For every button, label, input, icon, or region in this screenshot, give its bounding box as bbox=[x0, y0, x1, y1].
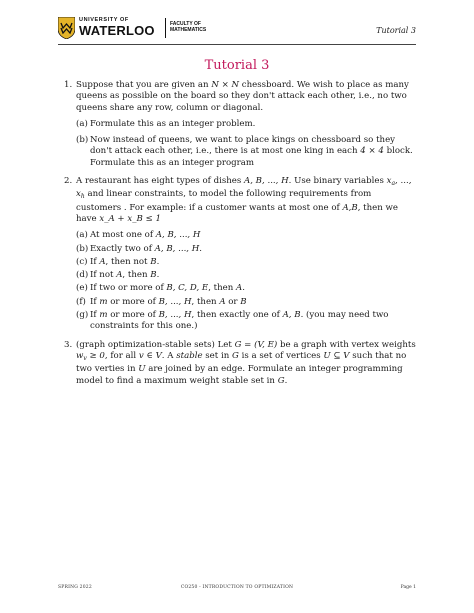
part-text: , then bbox=[191, 296, 220, 307]
part-text: . (you may need two constraints for this one.) bbox=[90, 310, 389, 332]
tutorial-content bbox=[64, 80, 419, 394]
text-run: be a graph with vertex weights bbox=[277, 339, 416, 350]
math: A bbox=[116, 270, 123, 281]
question-number: 2. bbox=[64, 176, 73, 187]
part-label: (a) bbox=[76, 118, 88, 129]
math: v ∈ V bbox=[138, 350, 162, 361]
emphasis: stable bbox=[176, 350, 203, 361]
math: A,B bbox=[342, 202, 358, 213]
math: B bbox=[240, 296, 247, 307]
part-label: (a) bbox=[76, 230, 88, 241]
logo-faculty-line2: MATHEMATICS bbox=[170, 27, 207, 33]
part-text: . bbox=[156, 256, 160, 267]
question-part bbox=[76, 310, 419, 333]
text-run: Suppose that you are given an bbox=[76, 80, 212, 90]
math: A, B, ..., H bbox=[155, 230, 201, 241]
part-text: At most one of bbox=[90, 230, 156, 241]
part-text: Now instead of queens, we want to place kings on chessboard so they don't attack each other, i.e., there is at most one king in each bbox=[90, 135, 396, 157]
math-subscript: h bbox=[80, 193, 85, 201]
question-1 bbox=[64, 80, 419, 169]
part-text: Formulate this as an integer problem. bbox=[90, 118, 256, 129]
math: A, B, ..., H bbox=[244, 176, 289, 187]
part-text: , then bbox=[122, 270, 151, 281]
part-text: . bbox=[156, 270, 160, 281]
part-text: . bbox=[199, 243, 202, 254]
math: A bbox=[219, 296, 226, 307]
math: A, B bbox=[282, 310, 301, 321]
logo-divider bbox=[165, 18, 166, 38]
math: N × N bbox=[211, 80, 240, 90]
part-label: (b) bbox=[76, 243, 89, 254]
text-run: , then we have bbox=[76, 202, 398, 224]
math: ≥ 0 bbox=[86, 350, 105, 361]
math: U ⊆ V bbox=[323, 350, 350, 361]
text-run: set in bbox=[202, 350, 232, 361]
text-run: . bbox=[284, 375, 288, 386]
math: A, B, ..., H bbox=[154, 243, 200, 254]
logo-faculty bbox=[170, 21, 206, 33]
math: A bbox=[99, 256, 106, 267]
question-part bbox=[76, 119, 419, 130]
math-subscript: a bbox=[391, 180, 396, 188]
math-subscript: v bbox=[83, 354, 87, 362]
math: G bbox=[277, 375, 285, 386]
text-run: such that no two verties in bbox=[76, 350, 407, 375]
math: , ..., bbox=[395, 176, 412, 187]
part-text: or more of bbox=[107, 296, 159, 307]
part-text: or more of bbox=[107, 310, 159, 321]
text-run: are joined by an edge. Formulate an integer programming model to find a maximum weight stable set in bbox=[76, 364, 403, 386]
math: A bbox=[236, 283, 243, 294]
footer-page-number: Page 1 bbox=[400, 585, 416, 590]
part-label: (e) bbox=[76, 283, 88, 294]
part-label: (c) bbox=[76, 256, 88, 267]
question-number: 3. bbox=[64, 339, 73, 350]
question-part bbox=[76, 270, 419, 281]
math: x bbox=[386, 176, 392, 187]
math: m bbox=[99, 296, 108, 307]
math: x bbox=[76, 189, 81, 200]
page-title: Tutorial 3 bbox=[204, 58, 270, 73]
math: B, ..., H bbox=[158, 310, 192, 321]
math: w bbox=[76, 350, 84, 361]
logo-faculty-line1: FACULTY OF bbox=[170, 21, 201, 27]
part-text: If two or more of bbox=[90, 283, 167, 294]
math: B bbox=[150, 256, 157, 267]
text-run: and linear constraints, to model the following requirements from customers . For example: if a customer wants at most one of bbox=[76, 189, 372, 213]
math: B, C, D, E bbox=[166, 283, 209, 294]
footer-term: SPRING 2022 bbox=[58, 585, 92, 590]
part-text: , then exactly one of bbox=[191, 310, 283, 321]
question-part bbox=[76, 244, 419, 255]
page-footer bbox=[58, 585, 416, 595]
part-text: If bbox=[90, 310, 100, 321]
text-run: is a set of vertices bbox=[238, 350, 324, 361]
text-run: A restaurant has eight types of dishes bbox=[76, 176, 245, 187]
question-number: 1. bbox=[64, 80, 73, 90]
question-3 bbox=[64, 340, 419, 387]
math: B bbox=[150, 270, 157, 281]
part-text: If not bbox=[90, 270, 117, 281]
header-rule bbox=[58, 44, 416, 45]
question-text bbox=[76, 340, 419, 387]
question-part bbox=[76, 257, 419, 268]
math: G = (V, E) bbox=[234, 339, 278, 350]
question-text bbox=[76, 80, 419, 114]
question-text bbox=[76, 176, 419, 225]
part-text: If bbox=[90, 256, 100, 267]
part-label: (d) bbox=[76, 270, 89, 281]
math: x_A + x_B ≤ 1 bbox=[99, 213, 161, 224]
text-run: , for all bbox=[104, 350, 139, 361]
question-part bbox=[76, 297, 419, 308]
text-run: . Use binary variables bbox=[288, 176, 387, 187]
math: 4 × 4 bbox=[360, 146, 384, 157]
page-header bbox=[58, 16, 416, 42]
logo-university-of: UNIVERSITY OF bbox=[79, 17, 129, 23]
footer-course: CO250 - INTRODUCTION TO OPTIMIZATION bbox=[180, 585, 294, 590]
part-text: , then bbox=[208, 283, 237, 294]
math: G bbox=[231, 350, 239, 361]
part-text: or bbox=[225, 296, 241, 307]
math: B, ..., H bbox=[158, 296, 192, 307]
part-text: block. Formulate this as an integer program bbox=[90, 146, 413, 168]
part-label: (g) bbox=[76, 310, 89, 321]
question-2 bbox=[64, 176, 419, 333]
question-part bbox=[76, 135, 419, 169]
part-label: (f) bbox=[76, 296, 86, 307]
part-label: (b) bbox=[76, 135, 89, 146]
running-title: Tutorial 3 bbox=[376, 26, 416, 35]
text-run: chessboard. We wish to place as many queens as possible on the board so they don't attack each other, i.e., no two queens share any row, column or diagonal. bbox=[76, 80, 409, 113]
math: m bbox=[99, 310, 108, 321]
math: U bbox=[138, 364, 146, 375]
text-run: (graph optimization-stable sets) Let bbox=[76, 339, 235, 350]
question-part bbox=[76, 283, 419, 294]
text-run: . A bbox=[161, 350, 177, 361]
question-part bbox=[76, 230, 419, 241]
part-text: Exactly two of bbox=[90, 243, 155, 254]
part-text: , then not bbox=[105, 256, 151, 267]
logo-waterloo: WATERLOO bbox=[79, 23, 155, 38]
part-text: . bbox=[242, 283, 245, 294]
waterloo-shield-icon bbox=[58, 17, 75, 39]
part-text: If bbox=[90, 296, 100, 307]
